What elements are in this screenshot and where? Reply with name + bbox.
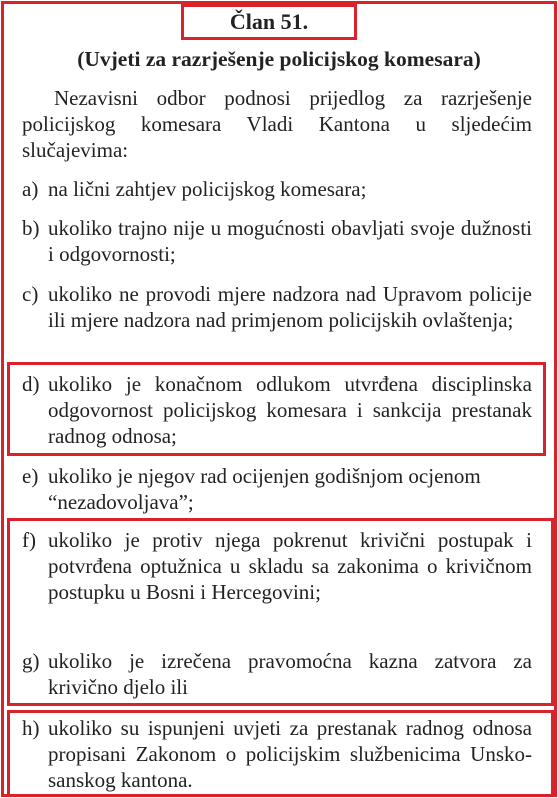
list-item-text: ukoliko trajno nije u mogućnosti obavljati svoje dužnosti i odgovornosti; [48, 216, 532, 266]
list-marker: f) [22, 528, 36, 552]
list-item-f [22, 527, 532, 605]
list-item-text: ukoliko je njegov rad ocijenjen godišnjom ocjenom “nezadovoljava”; [48, 464, 481, 514]
list-item-text: na lični zahtjev policijskog komesara; [48, 177, 367, 201]
list-item-text: ukoliko je protiv njega pokrenut krivični postupak i potvrđena optužnica u skladu sa zakonima o krivičnom postupku u Bosni i Hercegovini; [48, 528, 532, 604]
list-marker: a) [22, 177, 39, 201]
list-item-b [22, 215, 532, 267]
article-subtitle: (Uvjeti za razrješenje policijskog komesara) [77, 47, 481, 71]
list-marker: g) [22, 649, 40, 673]
list-item-h [22, 715, 532, 793]
list-item-e [22, 463, 532, 515]
list-item-text: ukoliko su ispunjeni uvjeti za prestanak radnog odnosa propisani Zakonom o policijskim službenicima Unsko-sanskog kantona. [48, 716, 532, 792]
list-marker: c) [22, 282, 39, 306]
list-item-text: ukoliko je izrečena pravomoćna kazna zatvora za krivično djelo ili [48, 649, 532, 699]
list-marker: d) [22, 372, 40, 396]
list-item-d [22, 371, 532, 449]
list-marker: h) [22, 716, 40, 740]
list-marker: b) [22, 216, 40, 240]
list-item-c [22, 281, 532, 333]
list-marker: e) [22, 464, 39, 488]
article-title: Član 51. [229, 9, 309, 34]
list-item-a [22, 176, 532, 202]
list-item-text: ukoliko je konačnom odlukom utvrđena disciplinska odgovornost policijskog komesara i sankcija prestanak radnog odnosa; [48, 372, 532, 448]
list-item-text: ukoliko ne provodi mjere nadzora nad Upravom policije ili mjere nadzora nad primjenom policijskih ovlaštenja; [48, 282, 532, 332]
intro-paragraph: Nezavisni odbor podnosi prijedlog za razrješenje policijskog komesara Vladi Kantona u sljedećim slučajevima: [22, 86, 532, 162]
list-item-g [22, 648, 532, 700]
